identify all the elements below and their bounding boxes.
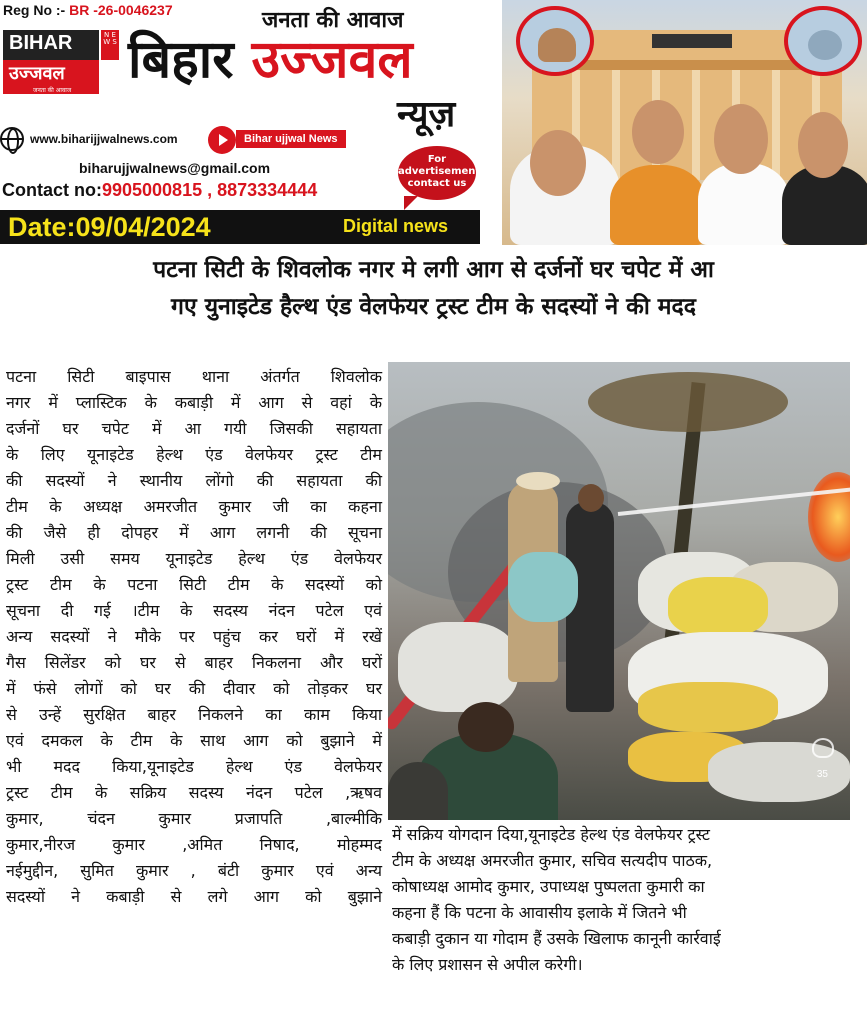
contact-numbers: Contact no:9905000815 , 8873334444 [2, 180, 318, 200]
article-text-line: सदस्यों ने कबाड़ी से लगे आग को बुझाने [6, 887, 382, 906]
article-text-line: के लिए प्रशासन से अपील करेगी। [392, 955, 583, 974]
article-body-right [392, 822, 860, 978]
article-text-line: सूचना दी गई ।टीम के सदस्य नंदन पटेल एवं [6, 601, 382, 620]
fire-scene-photo [388, 362, 850, 820]
digital-news-label: Digital news [343, 216, 449, 236]
article-text-line: दर्जनों घर चपेट में आ गयी जिसकी सहायता [6, 419, 382, 438]
article-text-line: नईमुद्दीन, सुमित कुमार , बंटी कुमार एवं अन्य [6, 861, 382, 880]
tagline: जनता की आवाज [262, 8, 404, 33]
article-text-line: की सदस्यों ने स्थानीय लोंगो की सहायता की [6, 471, 382, 490]
article-text-line: ट्रस्ट टीम के सक्रिय सदस्य नंदन पटेल ,ऋषव [6, 783, 382, 802]
website-link[interactable]: www.biharijjwalnews.com [30, 132, 178, 146]
masthead [0, 0, 867, 245]
photo-counter: 35 [816, 769, 828, 780]
article-text-line: भी मदद किया,यूनाइटेड हेल्थ एंड वेलफेयर [6, 757, 382, 776]
header-collage-image [502, 0, 867, 245]
logo-tagline: जनता की आवाज [33, 87, 72, 94]
article-text-line: में सक्रिय योगदान दिया,यूनाइटेड हेल्थ एंड वेलफेयर ट्रस्ट [392, 825, 710, 844]
article-text-line: ट्रस्ट टीम के पटना सिटी टीम के सदस्यों को [6, 575, 382, 594]
website-row [0, 128, 178, 150]
article-body-left [6, 364, 382, 910]
article-text-line: से उन्हें सुरक्षित बाहर निकलने का काम किया [6, 705, 382, 724]
brand-logo [3, 30, 121, 96]
article-text-line: की जैसे ही दोपहर में आग लगनी की सूचना [6, 523, 382, 542]
publication-title-news: न्यूज़ [397, 94, 456, 135]
email-address[interactable]: biharujjwalnews@gmail.com [79, 160, 271, 176]
logo-top-text: BIHAR [3, 30, 99, 60]
registration-number: Reg No :- BR -26-0046237 [3, 2, 173, 18]
article-text-line: अन्य सदस्यों ने मौके पर पहुंच कर घरों में रखें [6, 627, 382, 646]
date-bar [0, 210, 480, 244]
issue-date: Date:09/04/2024 [8, 212, 211, 242]
logo-bottom-text: उज्जवल [3, 60, 99, 94]
globe-icon [0, 127, 24, 151]
article-text-line: कहना हैं कि पटना के आवासीय इलाके में जितने भी [392, 903, 687, 922]
article-text-line: टीम के अध्यक्ष अमरजीत कुमार जी का कहना [6, 497, 382, 516]
article-text-line: के लिए यूनाइटेड हेल्थ एंड वेलफेयर ट्रस्ट टीम [6, 445, 382, 464]
article-text-line: में फंसे लोगों को घर की दीवार को तोड़कर घर [6, 679, 382, 698]
article-text-line: टीम के अध्यक्ष अमरजीत कुमार, सचिव सत्यदीप पाठक, [392, 851, 713, 870]
leader-photo-2 [610, 165, 706, 245]
monument-inset [516, 6, 594, 76]
youtube-channel-label[interactable]: Bihar ujjwal News [236, 130, 346, 148]
publication-title: बिहार उज्जवल [128, 30, 413, 90]
article-text-line: पटना सिटी बाइपास थाना अंतर्गत शिवलोक [6, 367, 382, 386]
logo-news-badge: N E W S [101, 30, 119, 60]
like-heart-icon [812, 738, 834, 758]
article-text-line: गैस सिलेंडर को घर से बाहर निकलना और घरों [6, 653, 382, 672]
article-headline: पटना सिटी के शिवलोक नगर मे लगी आग से दर्जनों घर चपेट में आ गए युनाइटेड हैल्थ एंड वेलफेयर ट्रस्ट टीम के सदस्यों ने की मदद [153, 257, 714, 320]
advertisement-badge: For advertisement contact us [398, 146, 476, 200]
article-text-line: कुमार, चंदन कुमार प्रजापति ,बाल्मीकि [6, 809, 382, 828]
fountain-inset [784, 6, 862, 76]
article-text-line: नगर में प्लास्टिक के कबाड़ी में आग से वहां के [6, 393, 382, 412]
article-text-line: कुमार,नीरज कुमार ,अमित निषाद, मोहम्मद [6, 835, 382, 854]
leader-photo-3 [698, 163, 790, 245]
article-text-line: कोषाध्यक्ष आमोद कुमार, उपाध्यक्ष पुष्पलता कुमारी का [392, 877, 705, 896]
article-text-line: एवं दमकल के टीम के साथ आग को बुझाने में [6, 731, 382, 750]
youtube-icon[interactable] [208, 126, 236, 154]
article-text-line: मिली उसी समय यूनाइटेड हेल्थ एंड वेलफेयर [6, 549, 382, 568]
article-text-line: कबाड़ी दुकान या गोदाम हैं उसके खिलाफ कानूनी कार्रवाई [392, 929, 721, 948]
